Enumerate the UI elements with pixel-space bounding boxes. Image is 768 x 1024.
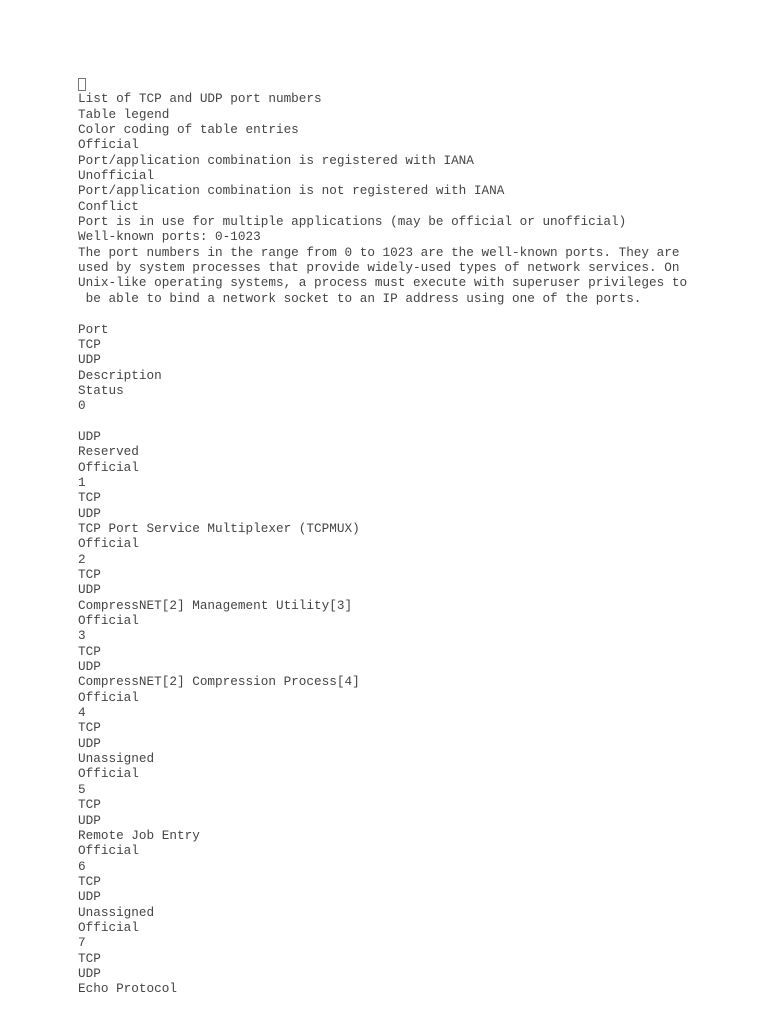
udp-cell: UDP: [78, 659, 101, 675]
udp-cell: UDP: [78, 965, 101, 981]
document-page: [78, 76, 738, 997]
table-row: [78, 475, 738, 552]
description-cell: Reserved: [78, 444, 139, 460]
port-table: [78, 398, 738, 996]
table-row: [78, 782, 738, 859]
legend-label-unofficial: Unofficial: [78, 168, 155, 184]
status-cell: Official: [78, 459, 139, 475]
legend-label-official: Official: [78, 137, 139, 153]
status-cell: Official: [78, 536, 139, 552]
tcp-cell: TCP: [78, 720, 101, 736]
port-number: 7: [78, 935, 86, 951]
table-row: [78, 705, 738, 782]
status-cell: Official: [78, 766, 139, 782]
table-row: [78, 398, 738, 475]
table-header-port: Port: [78, 321, 109, 337]
tcp-cell: TCP: [78, 950, 101, 966]
udp-cell: UDP: [78, 735, 101, 751]
table-header-description: Description: [78, 367, 162, 383]
description-cell: Unassigned: [78, 904, 155, 920]
legend-desc-conflict: Port is in use for multiple applications (may be official or unofficial): [78, 214, 627, 230]
udp-cell: UDP: [78, 889, 101, 905]
section-heading: Well-known ports: 0-1023: [78, 229, 261, 245]
status-cell: Official: [78, 843, 139, 859]
table-row: [78, 628, 738, 705]
tcp-cell: TCP: [78, 567, 101, 582]
description-cell: Remote Job Entry: [78, 827, 200, 843]
port-number: 2: [78, 551, 86, 567]
table-header-tcp: TCP: [78, 336, 101, 352]
table-row: [78, 859, 738, 936]
status-cell: Official: [78, 689, 139, 705]
page-title: List of TCP and UDP port numbers: [78, 91, 322, 107]
udp-cell: UDP: [78, 428, 101, 444]
tcp-cell: TCP: [78, 643, 101, 659]
description-cell: CompressNET[2] Management Utility[3]: [78, 597, 353, 613]
port-number: 1: [78, 474, 86, 490]
tcp-cell: TCP: [78, 873, 101, 889]
description-cell: CompressNET[2] Compression Process[4]: [78, 674, 360, 690]
udp-cell: UDP: [78, 582, 101, 598]
port-number: 3: [78, 628, 86, 644]
port-number: 0: [78, 398, 86, 414]
port-number: 5: [78, 781, 86, 797]
legend-heading: Table legend: [78, 106, 170, 122]
status-cell: Official: [78, 613, 139, 629]
legend-label-conflict: Conflict: [78, 198, 139, 214]
table-row: [78, 552, 738, 629]
table-header-udp: UDP: [78, 352, 101, 368]
tcp-cell: [78, 414, 738, 429]
description-cell: TCP Port Service Multiplexer (TCPMUX): [78, 520, 360, 536]
table-row: [78, 935, 738, 996]
section-paragraph-line: be able to bind a network socket to an IP address using one of the ports.: [78, 290, 642, 306]
table-header-status: Status: [78, 382, 124, 398]
legend-desc-official: Port/application combination is registered with IANA: [78, 152, 474, 168]
port-number: 6: [78, 858, 86, 874]
legend-subheading: Color coding of table entries: [78, 122, 299, 138]
legend-desc-unofficial: Port/application combination is not registered with IANA: [78, 183, 505, 199]
udp-cell: UDP: [78, 505, 101, 521]
port-number: 4: [78, 705, 86, 721]
blank-line: [78, 306, 738, 321]
missing-glyph-icon: [78, 76, 738, 91]
section-paragraph-line: Unix-like operating systems, a process must execute with superuser privileges to: [78, 275, 688, 291]
tcp-cell: TCP: [78, 490, 101, 506]
description-cell: Unassigned: [78, 751, 155, 767]
status-cell: Official: [78, 919, 139, 935]
udp-cell: UDP: [78, 812, 101, 828]
tcp-cell: TCP: [78, 797, 101, 813]
description-cell: Echo Protocol: [78, 981, 177, 997]
section-paragraph-line: used by system processes that provide widely-used types of network services. On: [78, 260, 680, 276]
section-paragraph-line: The port numbers in the range from 0 to 1023 are the well-known ports. They are: [78, 244, 680, 260]
